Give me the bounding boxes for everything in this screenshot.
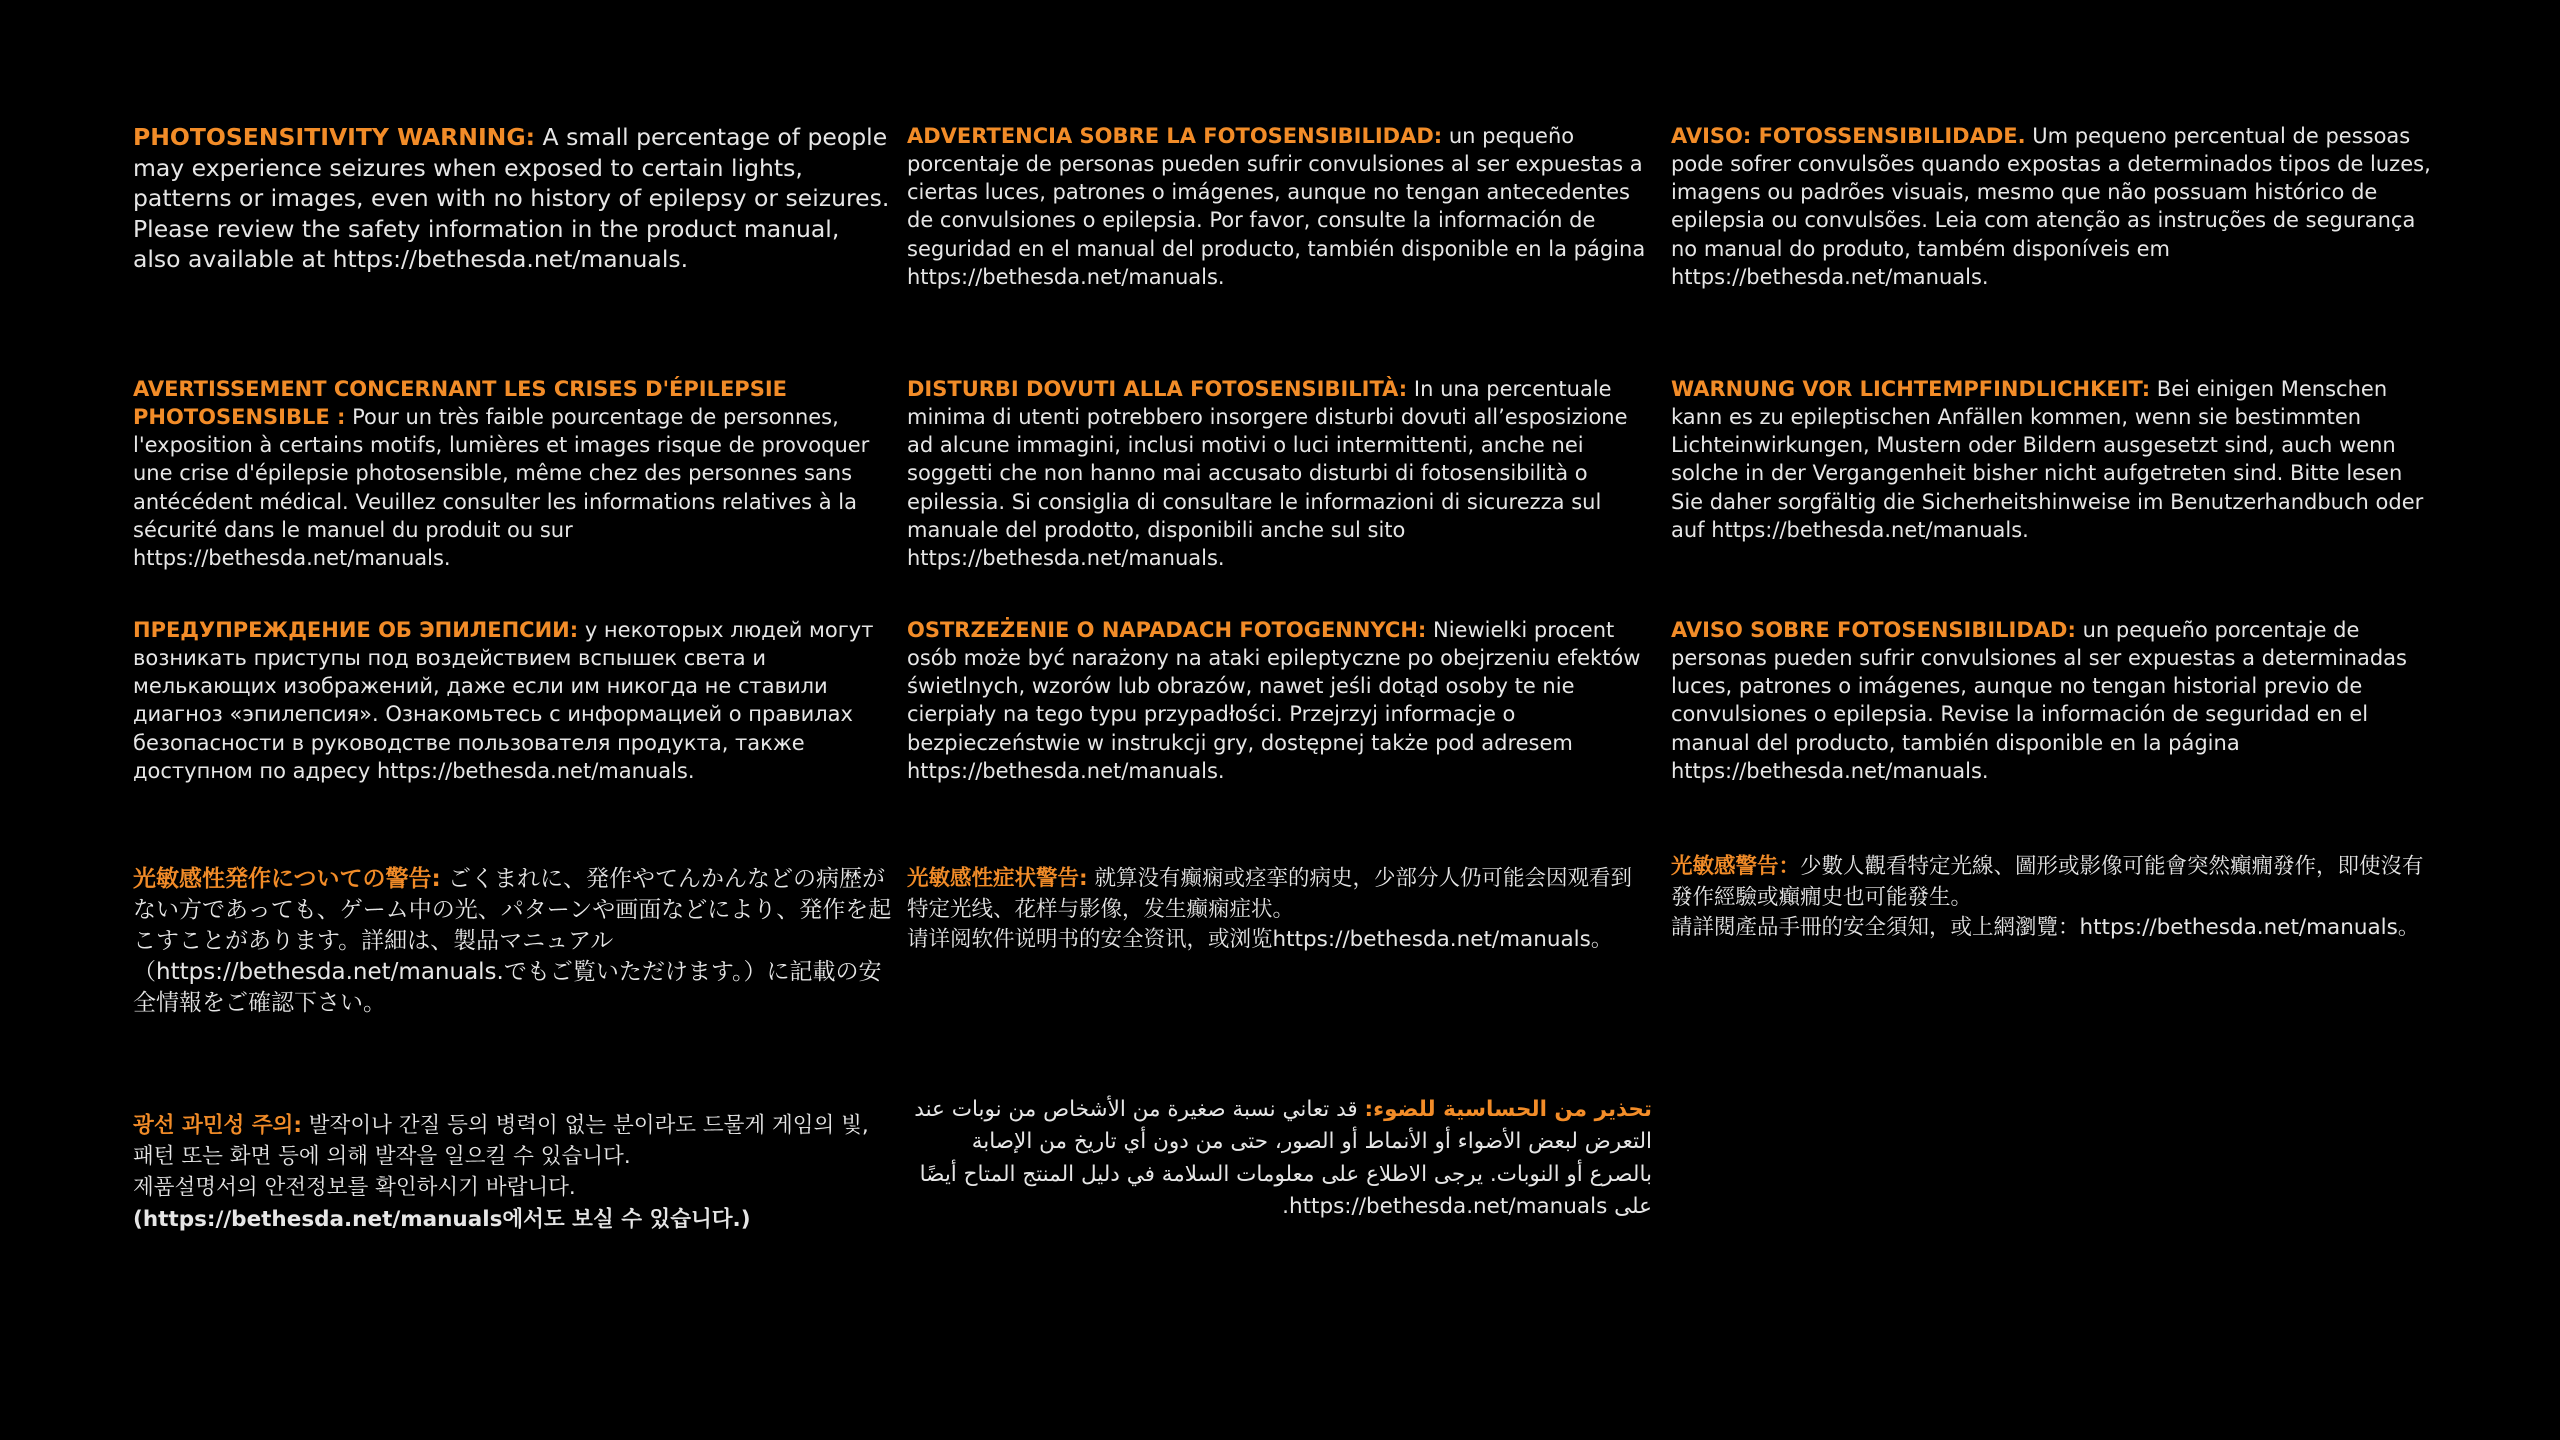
warning-korean (133, 1110, 893, 1235)
warning-body: un pequeño porcentaje de personas pueden sufrir convulsiones al ser expuestas a ciertas luces, patrones o imágenes, aunque no tengan antecedentes de convulsiones o epilepsia. Por favor, consulte la información de seguridad en el manual del producto, también disponible en la página https://bethesda.net/manuals. (907, 124, 1646, 289)
warning-body-line: 請詳閱產品手冊的安全須知，或上網瀏覽：https://bethesda.net/manuals。 (1671, 915, 2420, 941)
warning-body: un pequeño porcentaje de personas pueden sufrir convulsiones al ser expuestas a determinadas luces, patrones o imágenes, aunque no tengan historial previo de convulsiones o epilepsia. Revise la información de seguridad en el manual del producto, también disponible en la página https://bethesda.net/manuals. (1671, 618, 2407, 783)
warning-traditional-chinese (1671, 852, 2431, 944)
warning-heading: 光敏感警告： (1671, 854, 1801, 879)
warning-english (133, 122, 893, 275)
warning-heading: 光敏感性発作についての警告: (133, 866, 441, 892)
warning-spanish (907, 122, 1652, 291)
warning-heading: 光敏感性症状警告: (907, 866, 1088, 891)
warning-heading: AVISO: FOTOSSENSIBILIDADE. (1671, 124, 2026, 148)
warning-italian (907, 375, 1652, 572)
warning-body-line: (https://bethesda.net/manuals에서도 보실 수 있습니다.) (133, 1206, 751, 1232)
warning-body: قد تعاني نسبة صغيرة من الأشخاص من نوبات عند التعرض لبعض الأضواء أو الأنماط أو الصور، حتى من دون أي تاريخ من الإصابة بالصرع أو النوبات. يرجى الاطلاع على معلومات السلامة في دليل المنتج المتاح أيضًا على https://bethesda.net/manuals. (914, 1097, 1652, 1219)
warning-body-line: 请详阅软件说明书的安全资讯，或浏览https://bethesda.net/manuals。 (907, 927, 1613, 953)
warning-heading: تحذير من الحساسية للضوء: (1364, 1097, 1652, 1122)
warning-heading: AVISO SOBRE FOTOSENSIBILIDAD: (1671, 618, 2076, 642)
warning-heading: 광선 과민성 주의: (133, 1113, 302, 1138)
warning-body: у некоторых людей могут возникать приступы под воздействием вспышек света и мелькающих изображений, даже если им никогда не ставили диагноз «эпилепсия». Ознакомьтесь с информацией о правилах безопасности в руководстве пользователя продукта, также доступном по адресу https://bethesda.net/manuals. (133, 618, 874, 783)
warning-heading: AVERTISSEMENT CONCERNANT LES CRISES D'ÉPILEPSIE PHOTOSENSIBLE : (133, 377, 787, 430)
warning-heading: PHOTOSENSITIVITY WARNING: (133, 123, 536, 151)
warning-body: Um pequeno percentual de pessoas pode sofrer convulsões quando expostas a determinados tipos de luzes, imagens ou padrões visuais, mesmo que não possuam histórico de epilepsia ou convulsões. Leia com atenção as instruções de segurança no manual do produto, também disponíveis em https://bethesda.net/manuals. (1671, 124, 2431, 289)
warning-body: Niewielki procent osób może być narażony na ataki epileptyczne po obejrzeniu efektów świetlnych, wzorów lub obrazów, nawet jeśli dotąd osoby te nie cierpiały na tego typu przypadłości. Przejrzyj informacje o bezpieczeństwie w instrukcji gry, dostępnej także pod adresem https://bethesda.net/manuals. (907, 618, 1641, 783)
warning-body: 발작이나 간질 등의 병력이 없는 분이라도 드물게 게임의 빛, 패턴 또는 화면 등에 의해 발작을 일으킬 수 있습니다. (133, 1113, 869, 1170)
warning-latam-spanish (1671, 616, 2431, 785)
warning-heading: ПРЕДУПРЕЖДЕНИЕ ОБ ЭПИЛЕПСИИ: (133, 618, 579, 642)
warning-simplified-chinese (907, 864, 1652, 956)
warning-japanese (133, 864, 893, 1019)
warning-body: Pour un très faible pourcentage de personnes, l'exposition à certains motifs, lumières et images risque de provoquer une crise d'épilepsie photosensible, même chez des personnes sans antécédent médical. Veuillez consulter les informations relatives à la sécurité dans le manuel du produit ou sur https://bethesda.net/manuals. (133, 405, 870, 570)
warning-heading: ADVERTENCIA SOBRE LA FOTOSENSIBILIDAD: (907, 124, 1443, 148)
warning-body: A small percentage of people may experience seizures when exposed to certain lights, patterns or images, even with no history of epilepsy or seizures. Please review the safety information in the product manual, also available at https://bethesda.net/manuals. (133, 123, 890, 274)
warning-heading: DISTURBI DOVUTI ALLA FOTOSENSIBILITÀ: (907, 377, 1408, 401)
warning-arabic (907, 1094, 1652, 1223)
warning-german (1671, 375, 2431, 544)
warning-body: 少數人觀看特定光線、圖形或影像可能會突然癲癇發作，即使沒有發作經驗或癲癇史也可能發生。 (1671, 854, 2424, 910)
warning-portuguese (1671, 122, 2431, 291)
warning-heading: WARNUNG VOR LICHTEMPFINDLICHKEIT: (1671, 377, 2151, 401)
warning-polish (907, 616, 1652, 785)
warning-body: ごくまれに、発作やてんかんなどの病歴がない方であっても、ゲーム中の光、パターンや画面などにより、発作を起こすことがあります。詳細は、製品マニュアル（https://bethesda.net/manuals.でもご覧いただけます。）に記載の安全情報をご確認下さい。 (133, 866, 892, 1017)
warning-body: In una percentuale minima di utenti potrebbero insorgere disturbi dovuti all’esposizione ad alcune immagini, inclusi motivi o luci intermittenti, anche nei soggetti che non hanno mai accusato disturbi di fotosensibilità o epilessia. Si consiglia di consultare le informazioni di sicurezza sul manuale del prodotto, disponibili anche sul sito https://bethesda.net/manuals. (907, 377, 1628, 570)
warning-french (133, 375, 893, 572)
warning-body: 就算没有癫痫或痉挛的病史，少部分人仍可能会因观看到特定光线、花样与影像，发生癫痫症状。 (907, 866, 1632, 922)
warning-russian (133, 616, 893, 785)
warning-body-line: 제품설명서의 안전정보를 확인하시기 바랍니다. (133, 1175, 576, 1201)
warning-heading: OSTRZEŻENIE O NAPADACH FOTOGENNYCH: (907, 618, 1427, 642)
warning-body: Bei einigen Menschen kann es zu epileptischen Anfällen kommen, wenn sie bestimmten Lichteinwirkungen, Mustern oder Bildern ausgesetzt sind, auch wenn solche in der Vergangenheit bisher nicht aufgetreten sind. Bitte lesen Sie daher sorgfältig die Sicherheitshinweise im Benutzerhandbuch oder auf https://bethesda.net/manuals. (1671, 377, 2424, 542)
